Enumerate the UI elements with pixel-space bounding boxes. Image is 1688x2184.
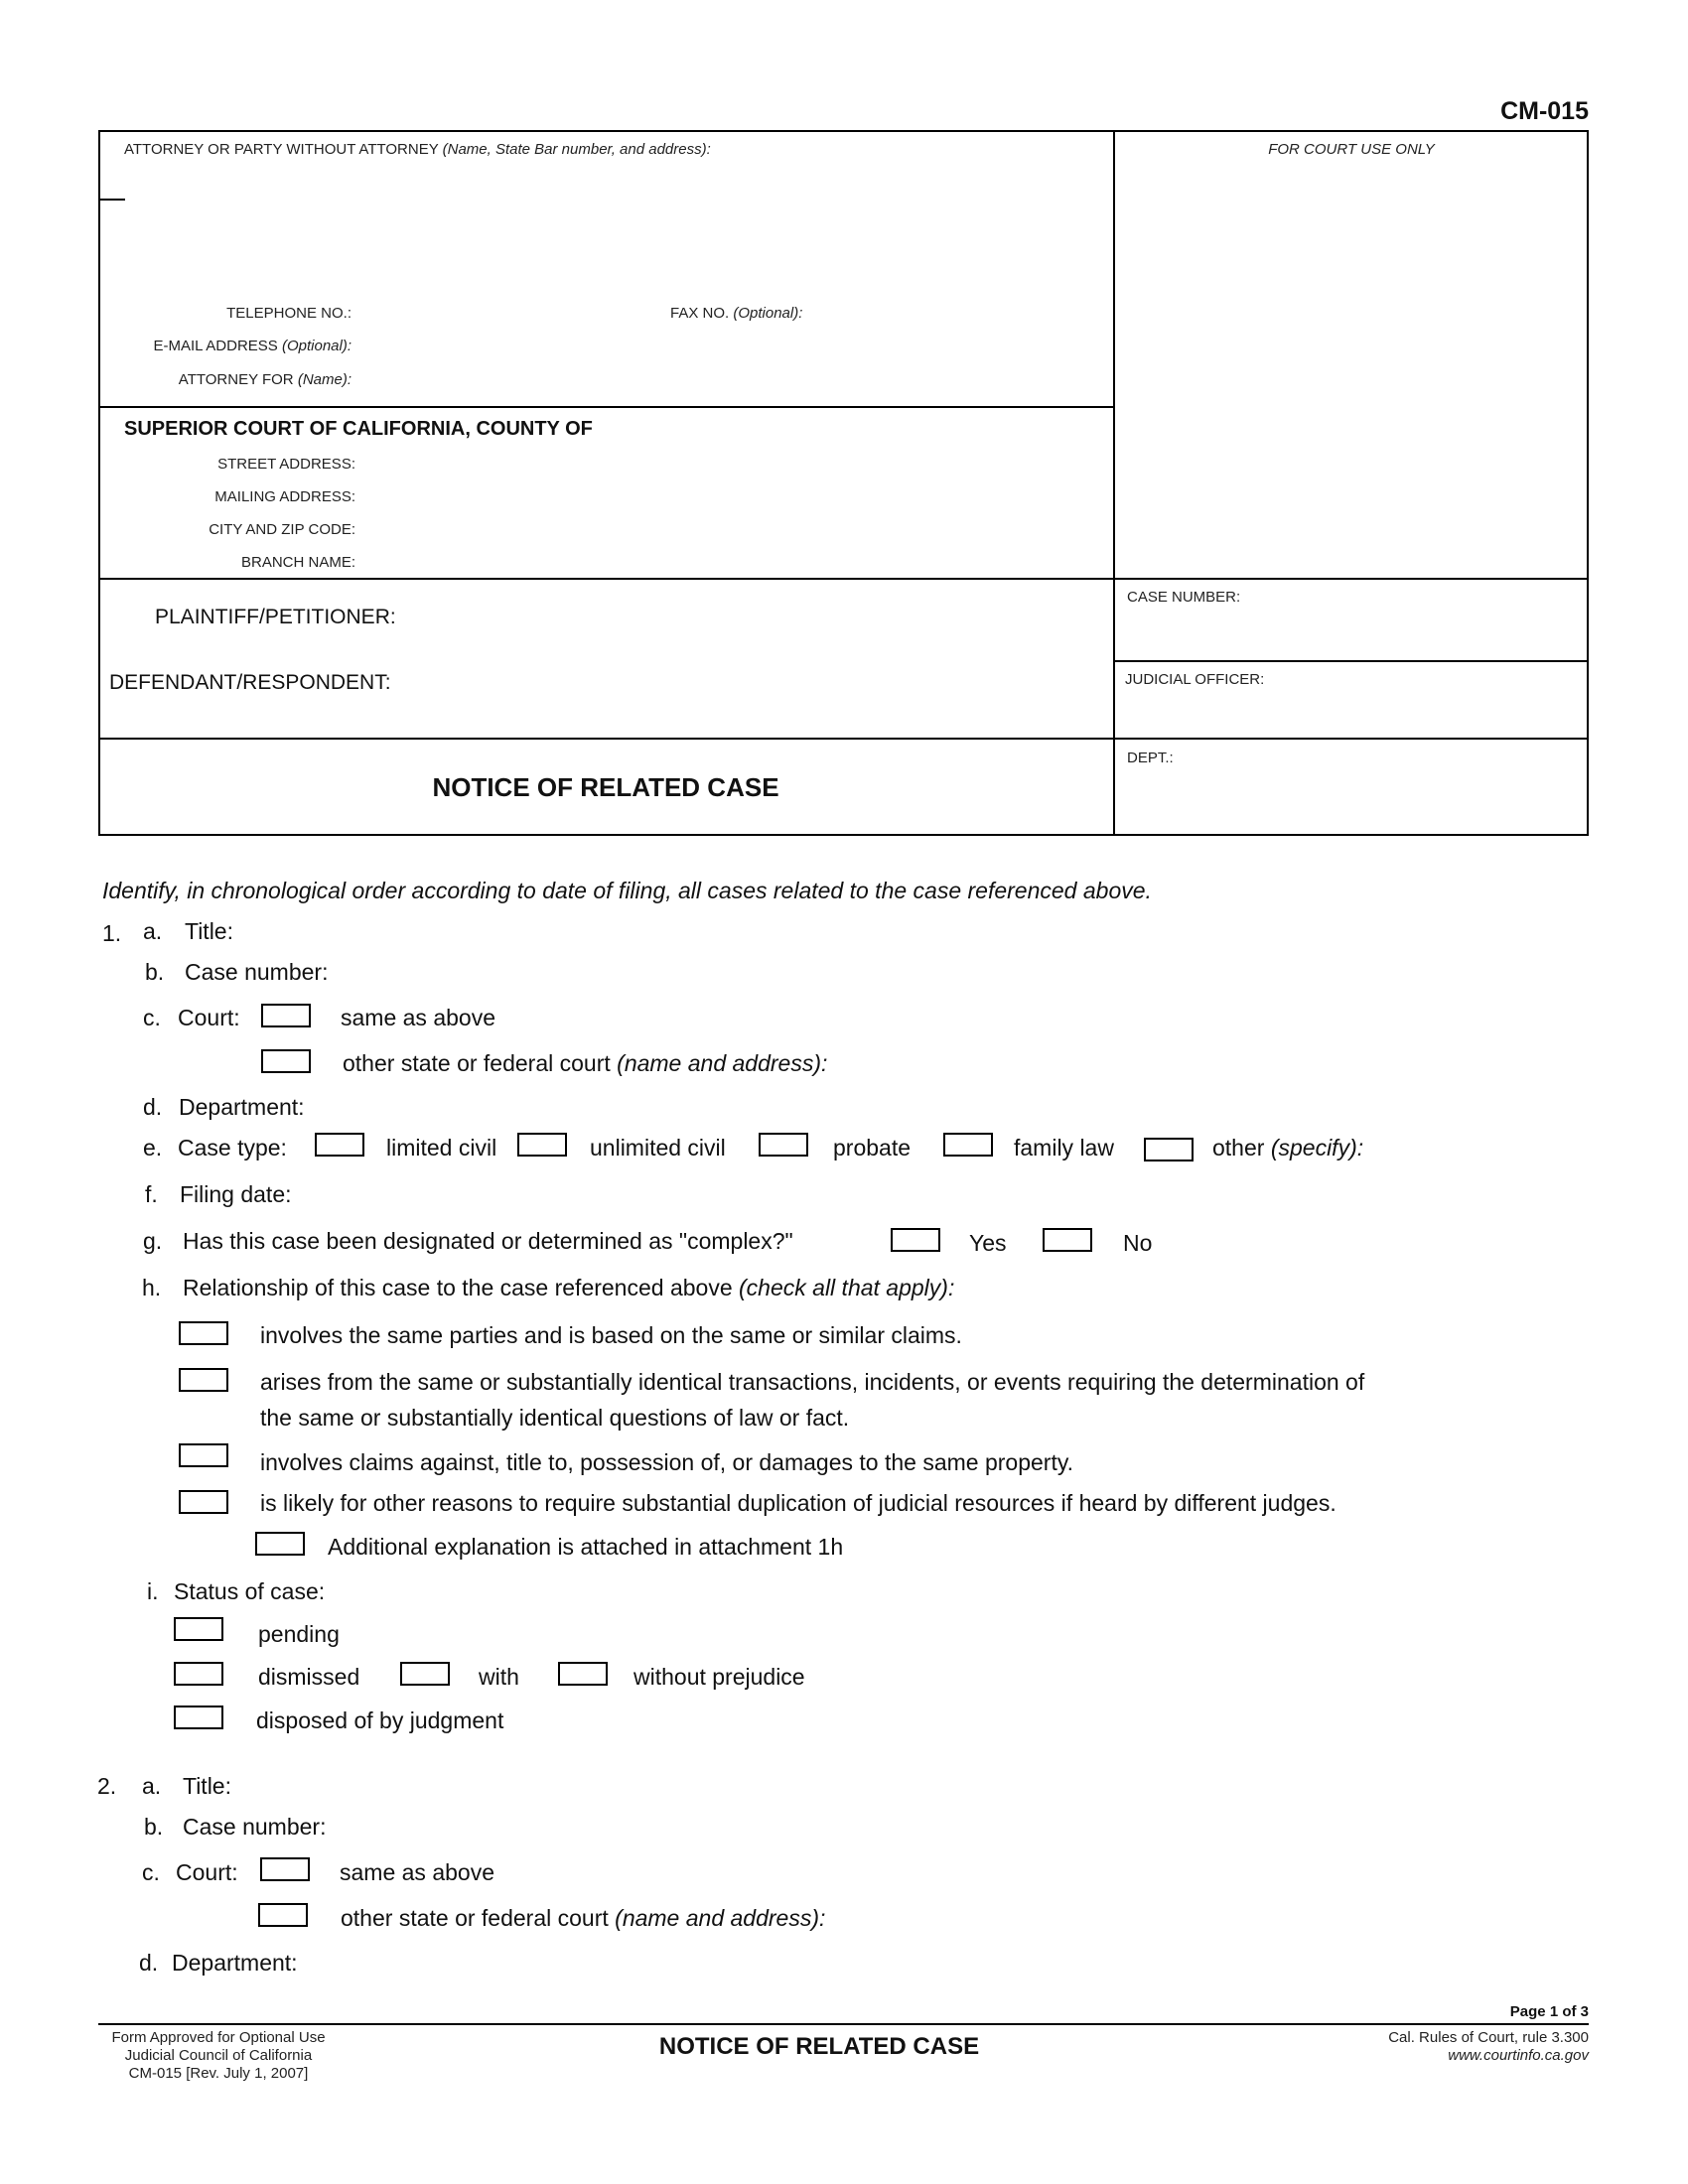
relationship-same-transactions-checkbox[interactable] xyxy=(179,1368,228,1392)
fax-label: FAX NO. (Optional): xyxy=(670,305,803,322)
relationship-duplication-label: is likely for other reasons to require substantial duplication of judicial resources if heard by different judges. xyxy=(260,1490,1336,1516)
case2-department-label: Department: xyxy=(172,1950,298,1976)
street-address-label: STREET ADDRESS: xyxy=(217,456,355,473)
status-with-prejudice-checkbox[interactable] xyxy=(400,1662,450,1686)
complex-no-label: No xyxy=(1123,1230,1153,1256)
case2-c-letter: c. xyxy=(142,1859,160,1885)
attorney-dash xyxy=(99,199,125,201)
case1-a-letter: a. xyxy=(143,918,163,944)
case1-court-other-checkbox[interactable] xyxy=(261,1049,311,1073)
footer-rule xyxy=(98,2023,1589,2025)
status-with-label: with xyxy=(479,1664,519,1690)
case1-relationship-label: Relationship of this case to the case referenced above (check all that apply): xyxy=(183,1275,955,1300)
form-title: NOTICE OF RELATED CASE xyxy=(432,772,779,802)
case2-a-letter: a. xyxy=(142,1773,162,1799)
relationship-same-property-checkbox[interactable] xyxy=(179,1443,228,1467)
attorney-for-label: ATTORNEY FOR (Name): xyxy=(178,371,352,388)
case1-filing-date-label: Filing date: xyxy=(180,1181,292,1207)
footer-approved-2: Judicial Council of California xyxy=(124,2047,313,2064)
case1-complex-question: Has this case been designated or determined as "complex?" xyxy=(183,1228,793,1254)
status-without-prejudice-checkbox[interactable] xyxy=(558,1662,608,1686)
case2-b-letter: b. xyxy=(144,1814,164,1840)
relationship-same-property-label: involves claims against, title to, possession of, or damages to the same property. xyxy=(260,1449,1074,1475)
footer-website[interactable]: www.courtinfo.ca.gov xyxy=(1448,2047,1589,2064)
case-number-divider xyxy=(1113,660,1589,662)
instructions: Identify, in chronological order according to date of filing, all cases related to the case referenced above. xyxy=(102,878,1152,903)
attorney-section-divider xyxy=(98,406,1114,408)
parties-divider xyxy=(98,738,1589,740)
case-type-family-law-label: family law xyxy=(1014,1135,1114,1160)
court-section-divider xyxy=(98,578,1589,580)
case2-court-other-checkbox[interactable] xyxy=(258,1903,308,1927)
dept-label: DEPT.: xyxy=(1127,750,1174,766)
case-number-label: CASE NUMBER: xyxy=(1127,589,1241,606)
status-pending-checkbox[interactable] xyxy=(174,1617,223,1641)
case1-status-label: Status of case: xyxy=(174,1578,326,1604)
status-judgment-checkbox[interactable] xyxy=(174,1706,223,1729)
case1-court-same-checkbox[interactable] xyxy=(261,1004,311,1027)
case1-g-letter: g. xyxy=(143,1228,163,1254)
attachment-1h-checkbox[interactable] xyxy=(255,1532,305,1556)
case1-c-letter: c. xyxy=(143,1005,161,1030)
case-type-unlimited-checkbox[interactable] xyxy=(517,1133,567,1157)
case1-department-label: Department: xyxy=(179,1094,305,1120)
status-without-prejudice-label: without prejudice xyxy=(633,1664,805,1690)
mailing-address-label: MAILING ADDRESS: xyxy=(214,488,355,505)
status-pending-label: pending xyxy=(258,1621,340,1647)
case2-court-same-checkbox[interactable] xyxy=(260,1857,310,1881)
status-dismissed-checkbox[interactable] xyxy=(174,1662,223,1686)
footer-rule-citation: Cal. Rules of Court, rule 3.300 xyxy=(1388,2029,1589,2046)
footer-approved-3: CM-015 [Rev. July 1, 2007] xyxy=(128,2065,309,2082)
attorney-label: ATTORNEY OR PARTY WITHOUT ATTORNEY (Name, State Bar number, and address): xyxy=(124,141,711,158)
case1-title-label: Title: xyxy=(185,918,233,944)
relationship-same-transactions-label-2: the same or substantially identical questions of law or fact. xyxy=(260,1405,850,1431)
case2-court-label: Court: xyxy=(176,1859,238,1885)
case1-court-other-label: other state or federal court (name and address): xyxy=(343,1050,828,1076)
plaintiff-label: PLAINTIFF/PETITIONER: xyxy=(155,606,396,628)
judicial-officer-label: JUDICIAL OFFICER: xyxy=(1125,671,1265,688)
case-type-probate-label: probate xyxy=(833,1135,912,1160)
complex-yes-label: Yes xyxy=(969,1230,1007,1256)
footer-approved-1: Form Approved for Optional Use xyxy=(111,2029,326,2046)
case1-i-letter: i. xyxy=(147,1578,159,1604)
attachment-1h-label: Additional explanation is attached in attachment 1h xyxy=(328,1534,844,1560)
page-number: Page 1 of 3 xyxy=(1509,2003,1589,2020)
case1-court-same-label: same as above xyxy=(341,1005,495,1030)
city-zip-label: CITY AND ZIP CODE: xyxy=(209,521,355,538)
case2-title-label: Title: xyxy=(183,1773,231,1799)
complex-yes-checkbox[interactable] xyxy=(891,1228,940,1252)
form-code: CM-015 xyxy=(1500,97,1589,125)
case1-e-letter: e. xyxy=(143,1135,163,1160)
case2-court-same-label: same as above xyxy=(340,1859,494,1885)
footer-title: NOTICE OF RELATED CASE xyxy=(658,2033,980,2060)
case-type-other-label: other (specify): xyxy=(1212,1135,1364,1160)
relationship-same-transactions-label-1: arises from the same or substantially identical transactions, incidents, or events requiring the determination of xyxy=(260,1369,1365,1395)
case-type-limited-checkbox[interactable] xyxy=(315,1133,364,1157)
case-type-family-law-checkbox[interactable] xyxy=(943,1133,993,1157)
relationship-duplication-checkbox[interactable] xyxy=(179,1490,228,1514)
relationship-same-parties-label: involves the same parties and is based on the same or similar claims. xyxy=(260,1322,962,1348)
case2-d-letter: d. xyxy=(139,1950,159,1976)
case1-d-letter: d. xyxy=(143,1094,163,1120)
case1-h-letter: h. xyxy=(142,1275,162,1300)
court-use-only-label: FOR COURT USE ONLY xyxy=(1268,141,1435,158)
case-type-other-checkbox[interactable] xyxy=(1144,1138,1194,1161)
case1-number: 1. xyxy=(102,920,122,946)
court-name: SUPERIOR COURT OF CALIFORNIA, COUNTY OF xyxy=(124,418,593,440)
case1-case-type-label: Case type: xyxy=(178,1135,287,1160)
case-type-unlimited-label: unlimited civil xyxy=(590,1135,726,1160)
case1-case-number-label: Case number: xyxy=(185,959,329,985)
email-label: E-MAIL ADDRESS (Optional): xyxy=(153,338,352,354)
case-type-limited-label: limited civil xyxy=(386,1135,497,1160)
case2-number: 2. xyxy=(97,1773,117,1799)
complex-no-checkbox[interactable] xyxy=(1043,1228,1092,1252)
caption-box xyxy=(98,130,1589,836)
case2-case-number-label: Case number: xyxy=(183,1814,327,1840)
status-judgment-label: disposed of by judgment xyxy=(256,1707,504,1733)
relationship-same-parties-checkbox[interactable] xyxy=(179,1321,228,1345)
status-dismissed-label: dismissed xyxy=(258,1664,360,1690)
case1-court-label: Court: xyxy=(178,1005,240,1030)
case2-court-other-label: other state or federal court (name and address): xyxy=(341,1905,826,1931)
case-type-probate-checkbox[interactable] xyxy=(759,1133,808,1157)
case1-f-letter: f. xyxy=(145,1181,158,1207)
defendant-label: DEFENDANT/RESPONDENT: xyxy=(109,671,391,694)
telephone-label: TELEPHONE NO.: xyxy=(226,305,352,322)
case1-b-letter: b. xyxy=(145,959,165,985)
branch-name-label: BRANCH NAME: xyxy=(240,554,355,571)
caption-vertical-divider xyxy=(1113,130,1115,836)
